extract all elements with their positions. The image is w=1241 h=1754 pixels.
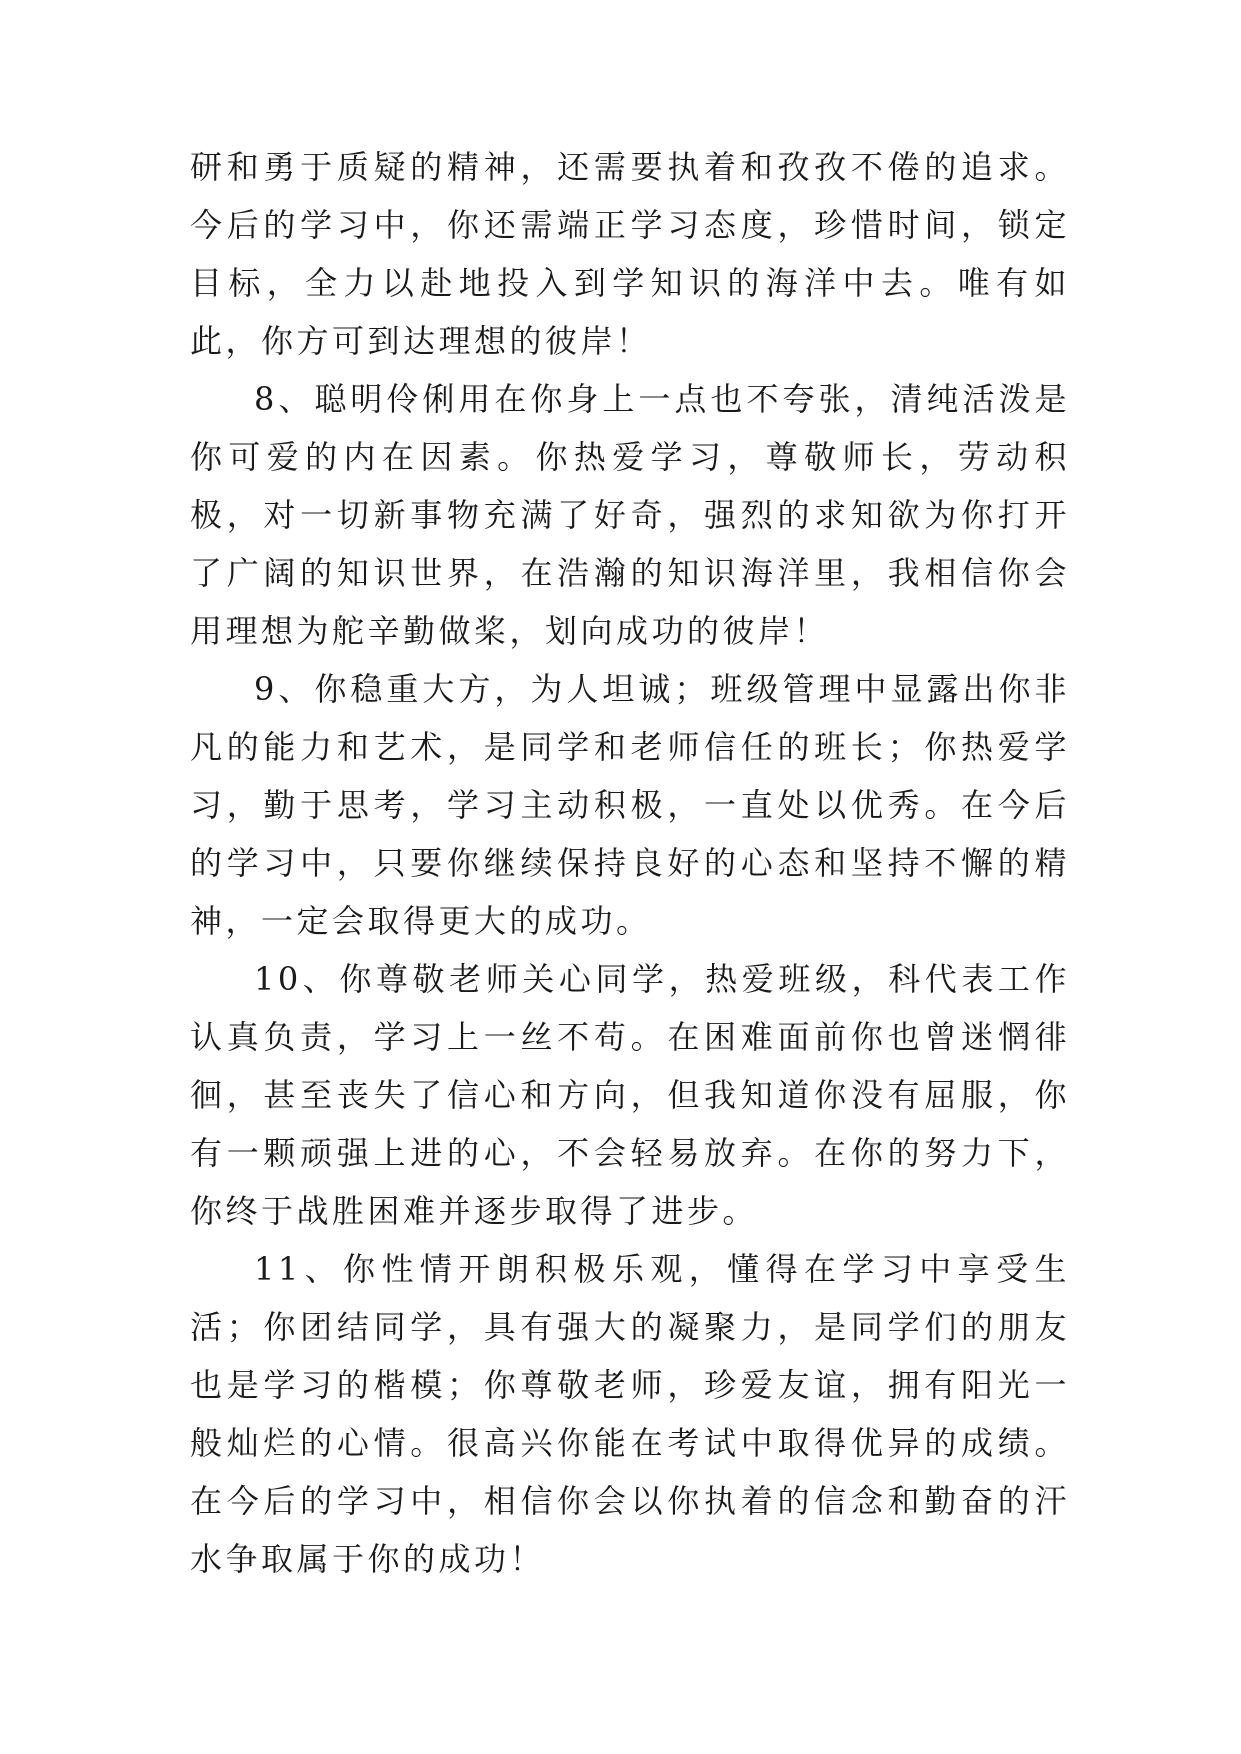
document-page (190, 138, 1070, 1588)
paragraph-continuation: 研和勇于质疑的精神，还需要执着和孜孜不倦的追求。今后的学习中，你还需端正学习态度，珍惜时间，锁定目标，全力以赴地投入到学知识的海洋中去。唯有如此，你方可到达理想的彼岸！ (190, 148, 1070, 360)
paragraph-comment-8: 8、聪明伶俐用在你身上一点也不夸张，清纯活泼是你可爱的内在因素。你热爱学习，尊敬师长，劳动积极，对一切新事物充满了好奇，强烈的求知欲为你打开了广阔的知识世界，在浩瀚的知识海洋里，我相信你会用理想为舵辛勤做桨，划向成功的彼岸！ (190, 380, 1070, 650)
paragraph-comment-9: 9、你稳重大方，为人坦诚；班级管理中显露出你非凡的能力和艺术，是同学和老师信任的班长；你热爱学习，勤于思考，学习主动积极，一直处以优秀。在今后的学习中，只要你继续保持良好的心态和坚持不懈的精神，一定会取得更大的成功。 (190, 670, 1070, 940)
paragraph-comment-10: 10、你尊敬老师关心同学，热爱班级，科代表工作认真负责，学习上一丝不苟。在困难面前你也曾迷惘徘徊，甚至丧失了信心和方向，但我知道你没有屈服，你有一颗顽强上进的心，不会轻易放弃。在你的努力下，你终于战胜困难并逐步取得了进步。 (190, 960, 1070, 1230)
paragraph-comment-11: 11、你性情开朗积极乐观，懂得在学习中享受生活；你团结同学，具有强大的凝聚力，是同学们的朋友也是学习的楷模；你尊敬老师，珍爱友谊，拥有阳光一般灿烂的心情。很高兴你能在考试中取得优异的成绩。在今后的学习中，相信你会以你执着的信念和勤奋的汗水争取属于你的成功！ (190, 1250, 1070, 1578)
